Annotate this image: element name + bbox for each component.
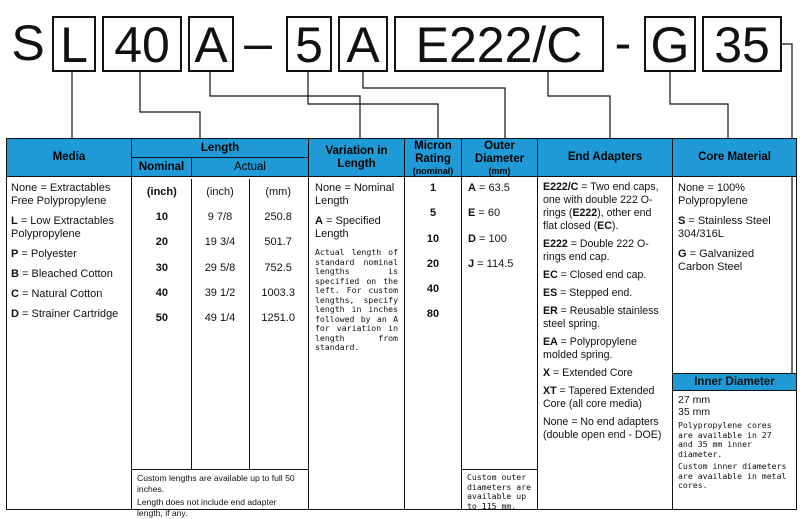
end-item-4: ER = Reusable stainless steel spring. <box>543 305 659 330</box>
header-micron <box>405 139 462 177</box>
unit-actual-inch: (inch) <box>206 185 234 198</box>
core-item-1: S = Stainless Steel 304/316L <box>678 215 771 240</box>
actual-inch-value: 19 3/4 <box>204 236 236 249</box>
header-core: Core Material <box>673 139 797 177</box>
media-item-1: L = Low Extractables Polypropylene <box>11 215 115 240</box>
length-row <box>132 255 308 280</box>
end-item-2: EC = Closed end cap. <box>543 269 647 281</box>
end-item-5: EA = Polypropylene molded spring. <box>543 336 637 361</box>
actual-mm-value: 250.8 <box>264 210 292 223</box>
length-column <box>132 177 309 518</box>
end-item-6: X = Extended Core <box>543 367 633 379</box>
header-outer-title: Outer Diameter <box>474 139 525 165</box>
micron-value: 1 <box>429 182 437 194</box>
micron-column <box>405 177 462 510</box>
prefix-s: S <box>11 15 45 71</box>
header-media: Media <box>7 139 132 177</box>
outer-column <box>462 177 538 510</box>
connector-core <box>670 72 728 138</box>
connector-end-adapter <box>548 72 610 138</box>
micron-value: 20 <box>426 257 440 270</box>
nominal-value: 50 <box>155 312 168 325</box>
micron-value: 80 <box>426 308 440 321</box>
variation-code-box: A <box>188 16 234 72</box>
media-item-4: C = Natural Cotton <box>11 288 103 300</box>
actual-inch-value: 49 1/4 <box>204 312 236 325</box>
media-item-5: D = Strainer Cartridge <box>11 308 119 320</box>
length-row <box>132 204 308 229</box>
end-item-7: XT = Tapered Extended Core (all core media) <box>543 385 655 410</box>
separator-dash-2: - <box>614 15 632 71</box>
nominal-value: 40 <box>155 286 168 299</box>
nominal-value: 20 <box>155 236 168 249</box>
header-outer-sub: (mm) <box>488 165 511 176</box>
nominal-value: 10 <box>155 210 168 223</box>
variation-item-0: None = Nominal Length <box>315 182 395 207</box>
micron-code-box: 5 <box>286 16 332 72</box>
actual-inch-value: 39 1/2 <box>204 286 236 299</box>
outer-item: D = 100 <box>468 232 507 245</box>
connector-micron <box>308 72 438 138</box>
variation-column <box>309 177 405 510</box>
outer-item: E = 60 <box>468 207 501 220</box>
connector-variation <box>210 72 360 138</box>
micron-value: 10 <box>426 232 440 245</box>
media-column <box>7 177 132 510</box>
length-code-box: 40 <box>102 16 182 72</box>
inner-note: Custom inner diameters are available in metal cores. <box>678 461 787 490</box>
end-adapter-code-box: E222/C <box>394 16 604 72</box>
outer-note: Custom outer diameters are available up to 115 mm. <box>462 469 537 507</box>
media-item-3: B = Bleached Cotton <box>11 268 113 280</box>
nominal-value: 30 <box>155 261 168 274</box>
media-code-box: L <box>52 16 96 72</box>
unit-actual-mm: (mm) <box>265 185 291 198</box>
core-code-box: G <box>644 16 696 72</box>
media-item-0: None = Extractables Free Polypropylene <box>11 182 111 207</box>
header-nominal: Nominal <box>132 158 192 177</box>
end-item-1: E222 = Double 222 O-rings end cap. <box>543 238 649 263</box>
length-note: Custom lengths are available up to full 50 inches. <box>137 473 295 494</box>
actual-inch-value: 9 7/8 <box>207 210 233 223</box>
header-micron-sub: (nominal) <box>412 165 454 176</box>
media-item-2: P = Polyester <box>11 248 77 260</box>
inner-diameter-code-box: 35 <box>702 16 782 72</box>
actual-mm-value: 1251.0 <box>261 312 295 325</box>
length-notes <box>132 469 308 518</box>
micron-value: 5 <box>429 207 437 220</box>
actual-inch-value: 29 5/8 <box>204 261 236 274</box>
header-micron-title: Micron Rating <box>414 139 452 165</box>
length-row <box>132 280 308 305</box>
core-item-0: None = 100% Polypropylene <box>678 182 748 207</box>
actual-mm-value: 1003.3 <box>261 286 295 299</box>
header-length: Length <box>132 139 309 158</box>
header-outer <box>462 139 538 177</box>
micron-value: 40 <box>426 283 440 296</box>
specification-table <box>6 138 797 518</box>
inner-value: 27 mm <box>678 394 711 406</box>
length-row <box>132 230 308 255</box>
actual-mm-value: 752.5 <box>264 261 292 274</box>
length-units-row <box>132 179 308 204</box>
end-item-3: ES = Stepped end. <box>543 287 633 299</box>
outer-item: J = 114.5 <box>468 257 514 270</box>
end-adapters-column <box>538 177 673 510</box>
end-item-0: E222/C = Two end caps, one with double 222 O-rings (E222), other end flat closed (EC). <box>543 181 659 232</box>
outer-item: A = 63.5 <box>468 182 510 194</box>
separator-dash-1: – <box>244 15 272 71</box>
header-variation: Variation in Length <box>309 139 405 177</box>
length-row <box>132 305 308 330</box>
header-inner-diameter: Inner Diameter <box>673 373 796 391</box>
connector-length <box>140 72 200 138</box>
header-actual: Actual <box>192 158 309 177</box>
unit-nominal: (inch) <box>146 185 177 198</box>
outer-diameter-code-box: A <box>338 16 388 72</box>
length-note: Length does not include end adapter length, if any. <box>137 497 277 518</box>
inner-value: 35 mm <box>678 406 711 418</box>
end-item-8: None = No end adapters (double open end - DOE) <box>543 416 662 441</box>
connector-outer-diameter <box>363 72 505 138</box>
variation-note: Actual length of standard nominal lengths is specified on the left. For custom lengths, specify length in inches followed by an A for variation in length from standard. <box>315 247 398 352</box>
core-column <box>673 177 797 510</box>
inner-note: Polypropylene cores are available in 27 and 35 mm inner diameter. <box>678 420 772 459</box>
actual-mm-value: 501.7 <box>264 236 292 249</box>
header-end-adapters: End Adapters <box>538 139 673 177</box>
core-item-2: G = Galvanized Carbon Steel <box>678 248 755 273</box>
variation-item-1: A = Specified Length <box>315 215 381 240</box>
